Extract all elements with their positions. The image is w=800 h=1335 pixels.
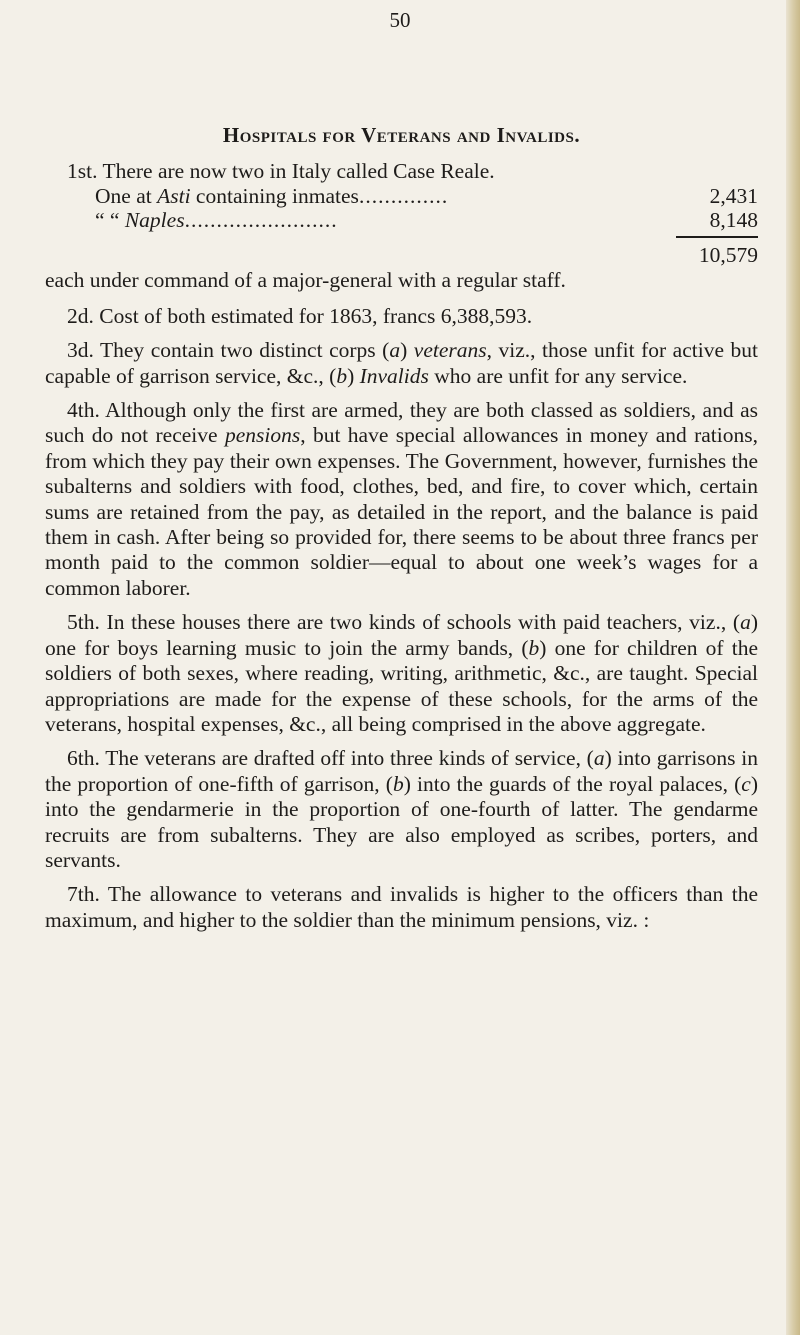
paragraph-first-after: each under command of a major-general with a regular staff. <box>45 268 566 293</box>
paragraph-seventh: 7th. The allowance to veterans and invalids is higher to the officers than the maximum, and higher to the soldier than the minimum pensions, viz. : <box>45 882 758 932</box>
paragraph-third: 3d. They contain two distinct corps (a) veterans, viz., those unfit for active but capable of garrison service, &c., (b) Invalids who are unfit for any service. <box>45 338 758 388</box>
paragraph-fourth: 4th. Although only the first are armed, they are both classed as soldiers, and as such do not receive pensions, but have special allowances in money and rations, from which they pay their own expenses. The Government, however, furnishes the subalterns and soldiers with food, clothes, bed, and fire, to cover which, certain sums are retained from the pay, as detailed in the report, and the balance is paid them in cash. After being so provided for, there seems to be about three francs per month paid to the common soldier—equal to about one week’s wages for a common laborer. <box>45 398 758 600</box>
row-label: “ “ Naples........................ <box>95 208 338 233</box>
place-name: Naples <box>124 208 185 233</box>
document-page <box>45 70 758 933</box>
page-number: 50 <box>389 8 411 32</box>
page-heading: Hospitals for Veterans and Invalids. <box>222 123 581 147</box>
row-value: 8,148 <box>709 208 758 233</box>
paragraph-first-intro: 1st. There are now two in Italy called Case Reale. <box>67 159 495 183</box>
paragraph-sixth: 6th. The veterans are drafted off into three kinds of service, (a) into garrisons in the proportion of one-fifth of garrison, (b) into the guards of the royal palaces, (c) into the gendarmerie in the proportion of one-fourth of latter. The gendarme recruits are from subalterns. They are also employed as scribes, porters, and servants. <box>45 746 758 872</box>
page-edge <box>786 0 800 1335</box>
total-value: 10,579 <box>676 236 758 268</box>
paragraph-fifth: 5th. In these houses there are two kinds of schools with paid teachers, viz., (a) one for boys learning music to join the army bands, (b) one for children of the soldiers of both sexes, where reading, writing, arithmetic, &c., are taught. Special appropriations are made for the expense of these schools, for the arms of the veterans, hospital expenses, &c., all being comprised in the above aggregate. <box>45 610 758 736</box>
row-label: One at Asti containing inmates.............. <box>95 184 449 209</box>
inmates-row-naples <box>45 208 758 232</box>
inmates-total-row <box>45 236 758 268</box>
row-value: 2,431 <box>709 184 758 209</box>
place-name: Asti <box>157 184 191 209</box>
paragraph-second: 2d. Cost of both estimated for 1863, francs 6,388,593. <box>67 303 533 328</box>
inmates-row-asti <box>45 184 758 208</box>
